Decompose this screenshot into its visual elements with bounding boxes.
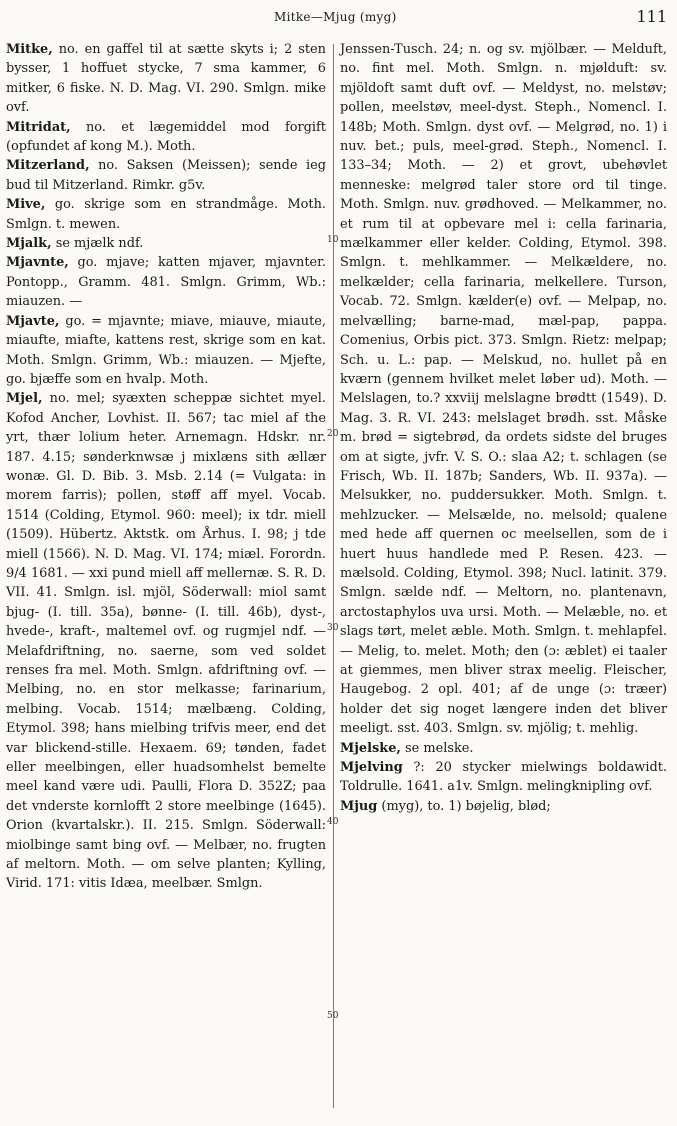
dictionary-entry	[6, 156, 326, 195]
dictionary-entry	[340, 739, 667, 758]
dictionary-entry	[6, 195, 326, 234]
dictionary-entry	[6, 118, 326, 157]
dictionary-entry	[6, 389, 326, 894]
entry-text: go. skrige som en strandmåge. Moth. Smlgn. t. mewen.	[6, 197, 326, 232]
entry-text: ?: 20 stycker mielwings boldawidt. Toldrulle. 1641. a1v. Smlgn. melingknipling ovf.	[340, 760, 667, 795]
dictionary-entry	[6, 253, 326, 311]
dictionary-entry	[6, 40, 326, 118]
line-number: 10	[327, 235, 339, 245]
headword: Mive,	[6, 197, 46, 213]
left-column	[6, 40, 326, 894]
entry-text: go. mjave; katten mjaver, mjavnter. Pontopp., Gramm. 481. Smlgn. Grimm, Wb.: miauzen. —	[6, 255, 326, 310]
headword: Mjug	[340, 798, 378, 814]
headword: Mjalk,	[6, 236, 52, 252]
entry-text: no. et lægemiddel mod forgift (opfundet af kong M.). Moth.	[6, 119, 326, 155]
entry-text: no. Saksen (Meissen); sende ieg bud til Mitzerland. Rimkr. g5v.	[6, 158, 326, 193]
headword: Mitke,	[6, 42, 53, 57]
dictionary-entry	[340, 40, 667, 739]
entry-text: no. en gaffel til at sætte skyts i; 2 sten bysser, 1 hoffuet stycke, 7 sma kammer, 6 mitker, 6 fiske. N. D. Mag. VI. 290. Smlgn. mike ovf.	[6, 42, 326, 116]
entry-text: se mjælk ndf.	[51, 236, 144, 252]
headword: Mjavnte,	[6, 255, 69, 271]
headword: Mitridat,	[6, 119, 71, 135]
page-header	[0, 6, 677, 30]
headword: Mjelske,	[340, 740, 401, 756]
line-number: 50	[327, 1011, 339, 1021]
line-number: 20	[327, 429, 339, 439]
line-number: 40	[327, 817, 339, 827]
dictionary-entry	[6, 234, 326, 253]
entry-text: se melske.	[400, 740, 474, 756]
entry-text: no. mel; syæxten scheppæ sichtet myel. Kofod Ancher, Lovhist. II. 567; tac miel af the yrt, thær lolium heter. Arnemagn. Hdskr. nr. 187. 4.15; sønderknwsæ j mixlæns sith ællær wonæ. Gl. D. Bib. 3. Msb. 2.14 (= Vulgata: in morem farris); pollen, støff aff myel. Vocab. 1514 (Colding, Etymol. 960: meel); ix tdr. miell (1509). Hübertz. Aktstk. om Århus. I. 98; j tde miell (1566). N. D. Mag. VI. 174; miæl. Forordn. 9/4 1681. — xxi pund miell aff mellernæ. S. R. D. VII. 41. Smlgn. isl. mjöl, Söderwall: miol samt bjug- (I. till. 35a), bønne- (I. till. 46b), dyst-, hvede-, kraft-, maltemel ovf. og rugmjel ndf. — Melafdriftning, no. saerne, som ved soldet renses fra mel. Moth. Smlgn. afdriftning ovf. — Melbing, no. en stor melkasse; farinarium, melbing. Vocab. 1514; mælbæng. Colding, Etymol. 398; hans mielbing trifvis meer, end det var blickend-stille. Hexaem. 69; tønden, fadet eller meelbingen, eller huadsomhelst bemelte meel kand være udi. Paulli, Flora D. 352Z; paa det vnderste kornlofft 2 store meelbinge (1645). Orion (kvartalskr.). II. 215. Smlgn. Söderwall: miolbinge samt bing ovf. — Melbær, no. frugten af meltorn. Moth. — om selve planten; Kylling, Virid. 171: vitis Idæa, meelbær. Smlgn.	[6, 391, 326, 892]
headword: Mitzerland,	[6, 158, 90, 174]
entry-text: Jenssen-Tusch. 24; n. og sv. mjölbær. — Melduft, no. fint mel. Moth. Smlgn. n. mjølduft: sv. mjöldoft samt duft ovf. — Meldyst, no. melstøv; pollen, meelstøv, meel-dyst. Steph., Nomencl. I. 148b; Moth. Smlgn. dyst ovf. — Melgrød, no. 1) i nuv. bet.; puls, meel-grød. Steph., Nomencl. I. 133–34; Moth. — 2) et grovt, ubehøvlet menneske: melgrød taler store ord til tinge. Moth. Smlgn. nuv. grødhoved. — Melkammer, no. et rum til at opbevare mel i: cella farinaria, mælkammer eller kelder. Colding, Etymol. 398. Smlgn. t. mehlkammer. — Melkældere, no. melkælder; cella farinaria, melkellere. Turson, Vocab. 72. Smlgn. kælder(e) ovf. — Melpap, no. melvælling; barne-mad, mæl-pap, pappa. Comenius, Orbis pict. 373. Smlgn. Rietz: melpap; Sch. u. L.: pap. — Melskud, no. hullet på en kværn (gennem hvilket melet løber ud). Moth. — Melslagen, to.? xxviij melslagne brødtt (1549). D. Mag. 3. R. VI. 243: melslaget brødh. sst. Måske m. brød = sigtebrød, da ordets sidste del bruges om at sigte, jvfr. V. S. O.: slaa A2; t. schlagen (se Frisch, Wb. II. 187b; Sanders, Wb. II. 937a). — Melsukker, no. puddersukker. Moth. Smlgn. t. mehlzucker. — Melsælde, no. melsold; qualene med hede aff quernen oc meelsellen, som de i huert huus handlede med P. Resen. 423. — mælsold. Colding, Etymol. 398; Nucl. latinit. 379. Smlgn. sælde ndf. — Meltorn, no. plantenavn, arctostaphylos uva ursi. Moth. — Melæble, no. et slags tørt, melet æble. Moth. Smlgn. t. mehlapfel. — Melig, to. melet. Moth; den (ɔ: æblet) ei taaler at giemmes, men bliver strax meelig. Fleischer, Haugebog. 2 opl. 401; af de unge (ɔ: træer) holder det sig noget længere inden det bliver meeligt. sst. 403. Smlgn. sv. mjölig; t. mehlig.	[340, 42, 667, 737]
headword: Mjelving	[340, 760, 403, 776]
line-number: 30	[327, 623, 339, 633]
page-number: 111	[636, 7, 667, 26]
entry-text: (myg), to. 1) bøjelig, blød;	[377, 798, 551, 814]
dictionary-entry	[340, 797, 667, 816]
dictionary-entry	[6, 312, 326, 390]
right-column	[340, 40, 667, 816]
headword: Mjel,	[6, 391, 43, 407]
headword: Mjavte,	[6, 313, 60, 329]
column-divider	[333, 44, 334, 1108]
running-head: Mitke—Mjug (myg)	[274, 10, 397, 24]
entry-text: go. = mjavnte; miave, miauve, miaute, miaufte, miafte, kattens rest, skrige som en kat. Moth. Smlgn. Grimm, Wb.: miauzen. — Mjefte, go. bjæffe som en hvalp. Moth.	[6, 313, 326, 387]
dictionary-entry	[340, 758, 667, 797]
